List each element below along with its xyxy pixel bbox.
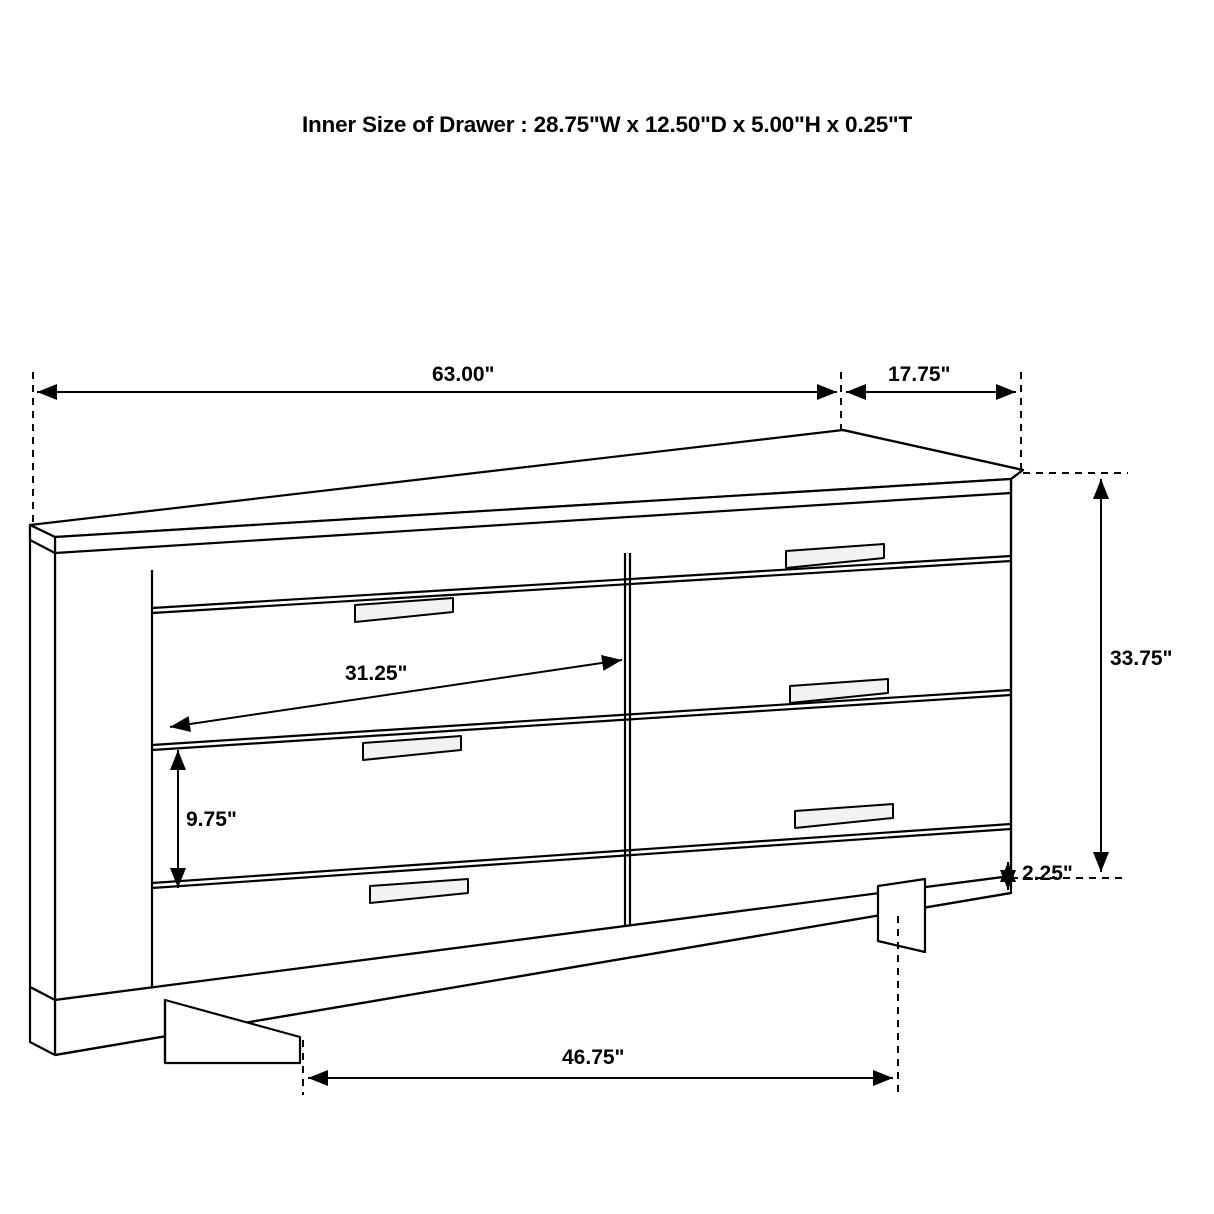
dimension-label-drawer-width: 31.25" <box>345 662 408 685</box>
dimension-label-depth: 17.75" <box>888 363 951 386</box>
dimension-label-width: 63.00" <box>432 363 495 386</box>
base-foot-right <box>878 879 925 952</box>
base-plinth-left <box>30 987 55 1055</box>
dimension-label-base-height: 2.25" <box>1022 862 1073 885</box>
dresser-body <box>30 430 1023 1063</box>
dimension-label-drawer-height: 9.75" <box>186 808 237 831</box>
page-title: Inner Size of Drawer : 28.75"W x 12.50"D x 5.00"H x 0.25"T <box>301 112 913 137</box>
dimension-label-height: 33.75" <box>1110 647 1173 670</box>
dimension-label-base-width: 46.75" <box>562 1046 625 1069</box>
left-side-panel <box>30 525 55 1000</box>
